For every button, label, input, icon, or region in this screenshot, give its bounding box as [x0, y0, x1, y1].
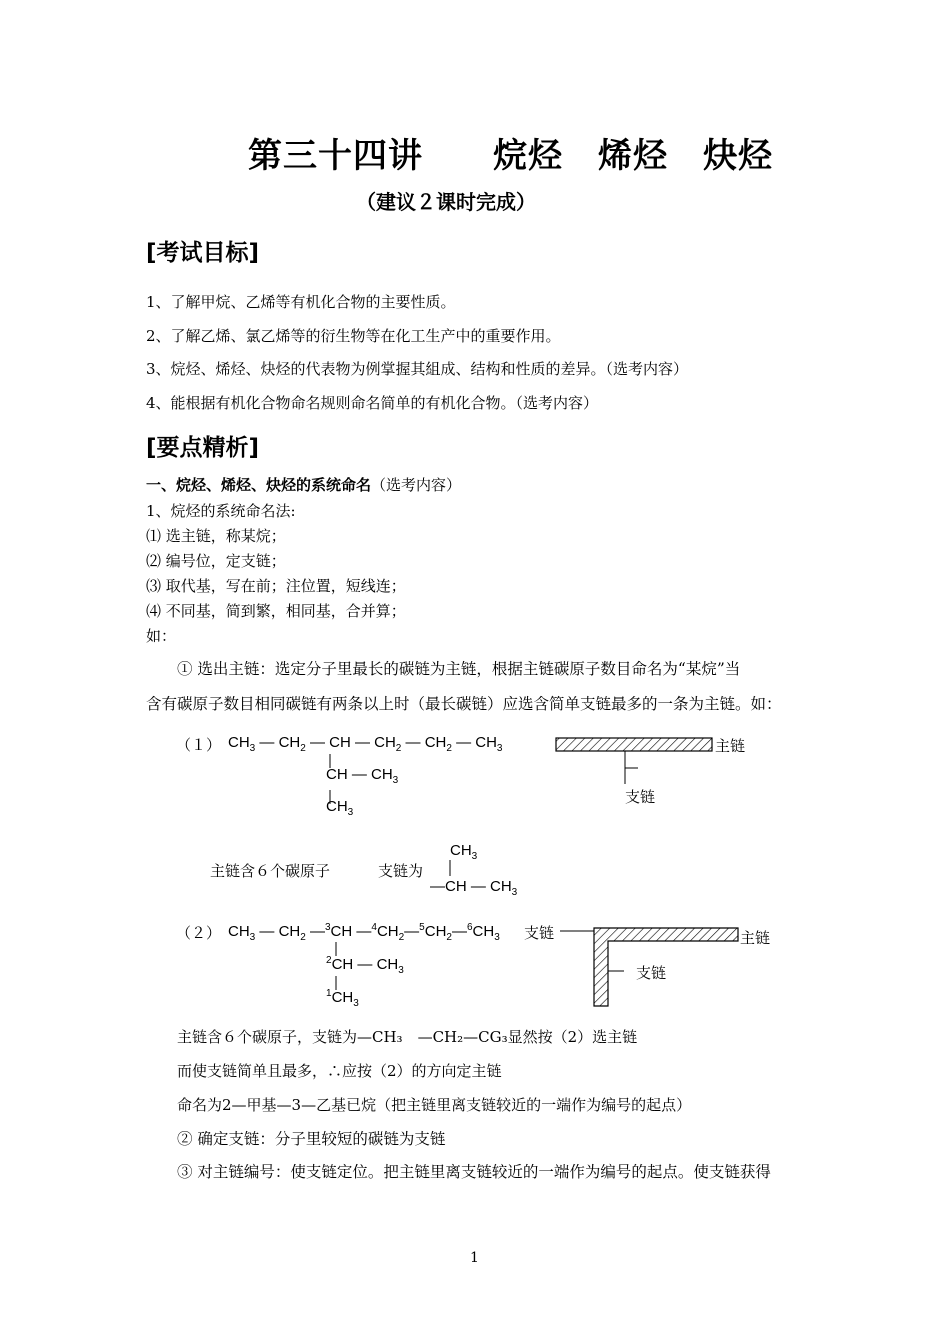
branch-ch3: $CH_3$: [450, 842, 478, 862]
goals-heading: [考试目标]: [146, 240, 260, 266]
chain-diagram-1: [550, 730, 780, 810]
page-title: 第三十四讲 烷烃 烯烃 炔烃: [248, 136, 773, 176]
branch-label-1: 支链: [625, 788, 656, 806]
explain-c: 命名为2—甲基—3—乙基已烷（把主链里离支链较近的一端作为编号的起点）: [177, 1096, 692, 1114]
goal-item: 3、烷烃、烯烃、炔烃的代表物为例掌握其組成、结构和性质的差异。（选考内容）: [146, 360, 689, 378]
page-subtitle: （建议２课时完成）: [356, 190, 536, 214]
main-chain-label-1: 主链: [715, 737, 746, 755]
part1-heading: [146, 474, 461, 495]
structure-1-label: （１）: [176, 737, 222, 754]
structure-2-chain: $CH_3$ — $CH_2$ —$^3$CH $—^4CH_2—^5CH_2—^6CH_3$: [228, 922, 500, 943]
branch-bond: [440, 858, 460, 880]
step1-line2: 含有碳原子数目相同碳链有两条以上时（最长碳链）应选含简单支链最多的一条为主链。如：: [146, 695, 782, 713]
example-intro: 如：: [146, 627, 177, 645]
main-chain-label-2: 主链: [740, 929, 771, 947]
rule-item: ⑶ 取代基，写在前；注位置，短线连；: [146, 577, 406, 595]
goal-item: 4、能根据有机化合物命名规则命名简单的有机化合物。（选考内容）: [146, 394, 599, 412]
step2: ② 确定支链：分子里较短的碳链为支链: [177, 1130, 446, 1148]
structure-2-branch: $^2$CH — $CH_3$: [326, 955, 404, 976]
branch-isopropyl: —CH — $CH_3$: [430, 878, 518, 898]
page-number: 1: [470, 1250, 479, 1266]
part1-note: （选考内容）: [371, 476, 462, 494]
step1-line1: ① 选出主链：选定分子里最长的碳链为主链，根据主链碳原子数目命名为“某烷”当: [177, 660, 741, 678]
explain-a: 主链含６个碳原子，支链为—CH₃ —CH₂—CG₃显然按（2）选主链: [177, 1028, 638, 1046]
analysis-heading: [要点精析]: [146, 435, 260, 461]
step3: ③ 对主链编号：使支链定位。把主链里离支链较近的一端作为编号的起点。使支链获得: [177, 1163, 771, 1181]
structure-1-chain: $CH_3$ — $CH_2$ — CH — $CH_2$ — $CH_2$ — $CH_3$: [228, 734, 503, 754]
part1-title: 一、烷烃、烯烃、炔烃的系统命名: [146, 476, 372, 494]
goal-item: 2、了解乙烯、氯乙烯等的衍生物等在化工生产中的重要作用。: [146, 327, 561, 345]
structure-1-branch: CH — $CH_3$: [326, 766, 399, 786]
caption1-branch: 支链为: [378, 862, 424, 880]
branch-label-2b: 支链: [636, 964, 667, 982]
caption1-main: 主链含６个碳原子: [210, 862, 331, 880]
structure-1-ch3: $CH_3$: [326, 798, 354, 818]
rules-intro: 1、烷烃的系统命名法:: [146, 502, 296, 520]
structure-2-label: （２）: [176, 925, 222, 942]
explain-b: 而使支链简单且最多，∴应按（2）的方向定主链: [177, 1062, 502, 1080]
goal-item: 1、了解甲烷、乙烯等有机化合物的主要性质。: [146, 293, 456, 311]
branch-label-2a: 支链: [524, 924, 555, 942]
rule-item: ⑷ 不同基，简到繁，相同基，合并算；: [146, 602, 406, 620]
rule-item: ⑴ 选主链，称某烷；: [146, 527, 286, 545]
rule-item: ⑵ 编号位，定支链；: [146, 552, 286, 570]
structure-2-ch3: $^1CH_3$: [326, 988, 359, 1009]
